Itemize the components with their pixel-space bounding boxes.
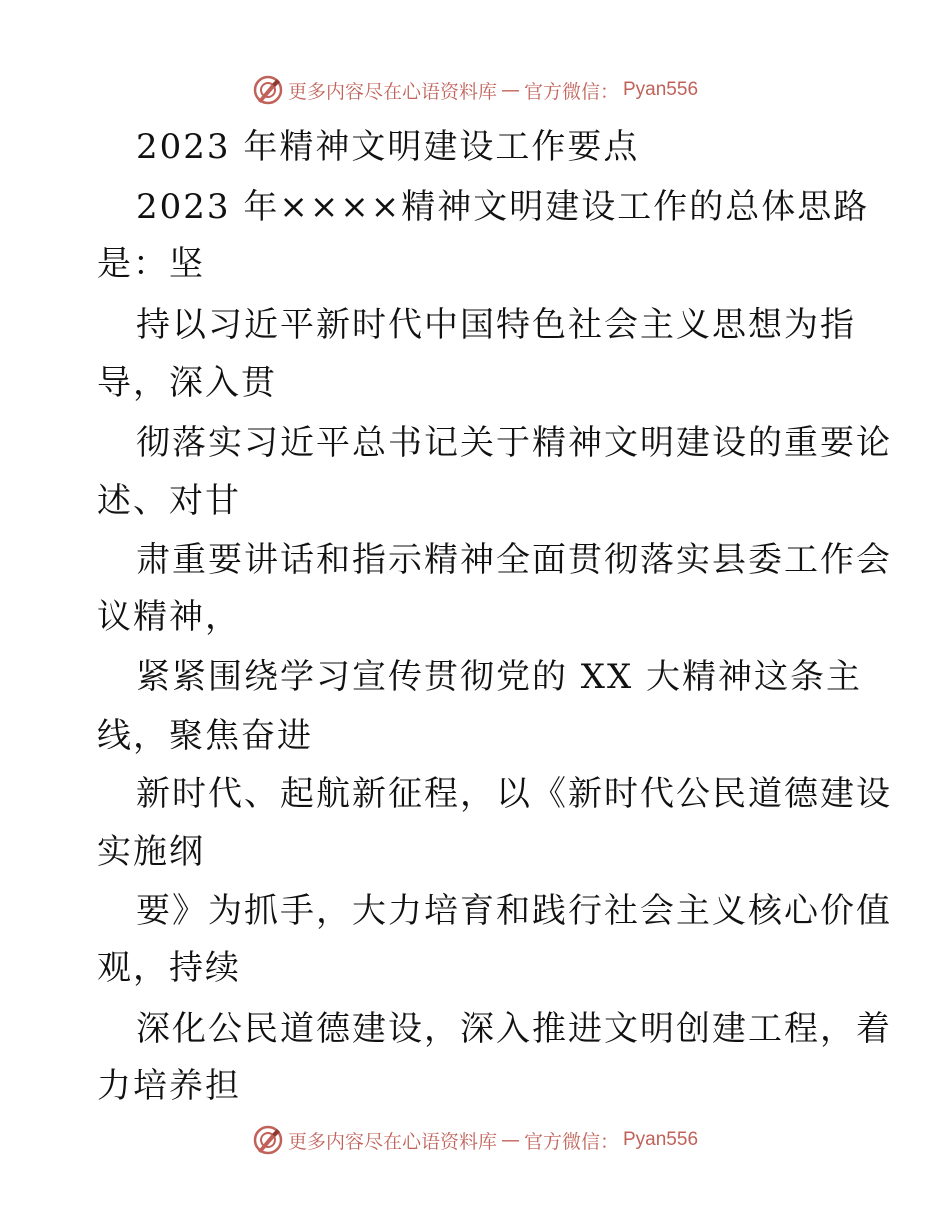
paragraph-line: 议精神， xyxy=(97,597,241,637)
document-title: 2023 年精神文明建设工作要点 xyxy=(136,127,640,167)
pen-logo-icon xyxy=(252,1124,284,1156)
watermark-text: 更多内容尽在心语资料库 xyxy=(287,80,497,103)
paragraph-line: 新时代、起航新征程，以《新时代公民道德建设 xyxy=(136,774,892,814)
paragraph-line: 观，持续 xyxy=(97,948,241,988)
watermark-contact-id: Pyan556 xyxy=(623,1129,699,1150)
paragraph-line: 述、对甘 xyxy=(97,481,241,521)
paragraph-line: 2023 年××××精神文明建设工作的总体思路 xyxy=(136,187,870,227)
watermark-separator: — xyxy=(500,79,520,101)
paragraph-line: 实施纲 xyxy=(97,832,205,872)
paragraph-line: 要》为抓手，大力培育和践行社会主义核心价值 xyxy=(136,891,892,931)
paragraph-line: 力培养担 xyxy=(97,1066,241,1106)
paragraph-line: 深化公民道德建设，深入推进文明创建工程，着 xyxy=(136,1009,892,1049)
watermark-text: 更多内容尽在心语资料库 xyxy=(287,1130,497,1153)
watermark-contact-label: 官方微信： xyxy=(523,1130,619,1153)
paragraph-line: 导，深入贯 xyxy=(97,363,277,403)
paragraph-line: 彻落实习近平总书记关于精神文明建设的重要论 xyxy=(136,423,892,463)
paragraph-line: 线，聚焦奋进 xyxy=(97,716,313,756)
footer-watermark xyxy=(0,1120,950,1160)
paragraph-line: 肃重要讲话和指示精神全面贯彻落实县委工作会 xyxy=(136,540,892,580)
paragraph-line: 持以习近平新时代中国特色社会主义思想为指 xyxy=(136,305,856,345)
watermark-separator: — xyxy=(500,1129,520,1151)
watermark-contact-label: 官方微信： xyxy=(523,80,619,103)
paragraph-line: 紧紧围绕学习宣传贯彻党的 XX 大精神这条主 xyxy=(136,657,863,697)
watermark-contact-id: Pyan556 xyxy=(623,79,699,100)
paragraph-line: 是：坚 xyxy=(97,244,205,284)
